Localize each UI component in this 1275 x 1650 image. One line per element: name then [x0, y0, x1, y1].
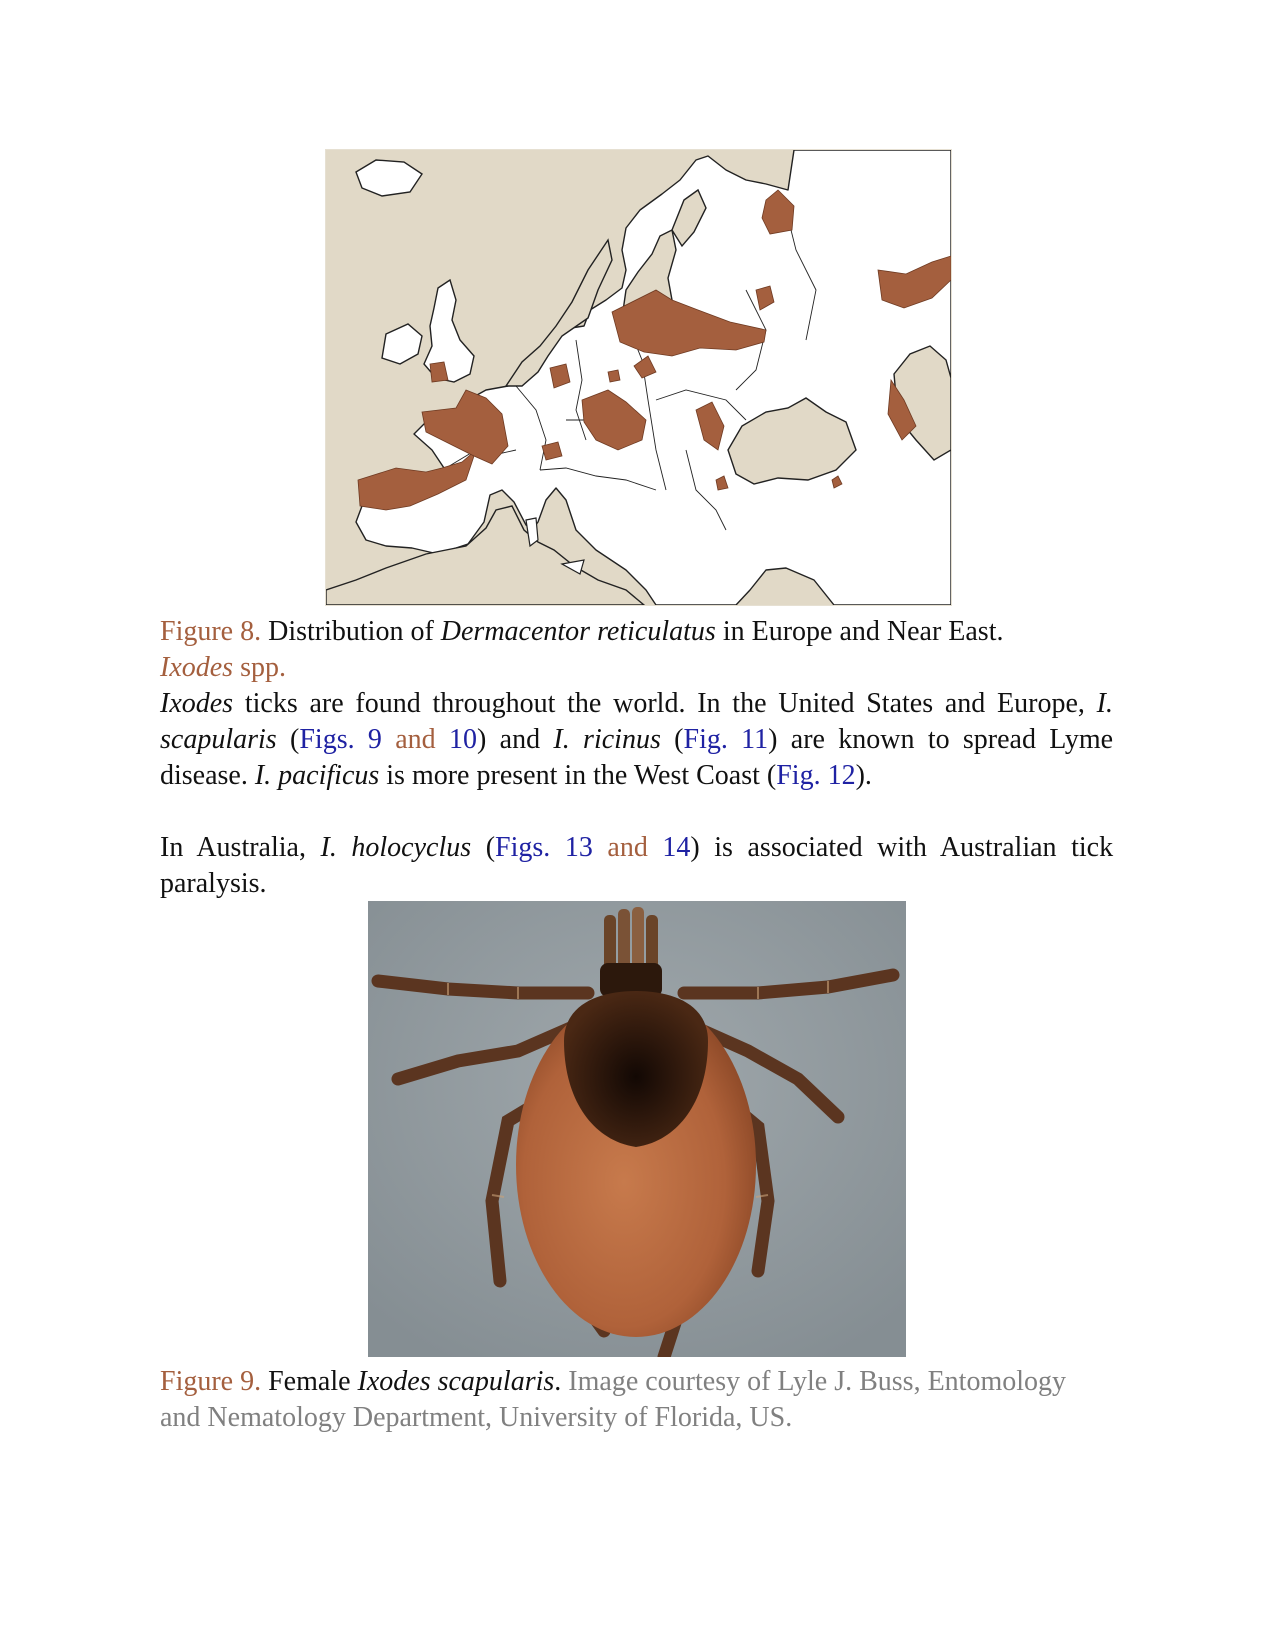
para1-text-3: is more present in the West Coast (	[386, 760, 777, 791]
link-figs-13[interactable]: Figs. 13	[495, 832, 593, 863]
paragraph-ixodes-world	[160, 686, 1113, 794]
figure-8-species: Dermacentor reticulatus	[440, 616, 716, 647]
para1-paren-open-2: (	[674, 724, 684, 755]
section-heading	[160, 650, 1113, 686]
link-fig-11[interactable]: Fig. 11	[683, 724, 769, 755]
tick-photo	[368, 901, 906, 1357]
para1-paren-open-1: (	[290, 724, 300, 755]
figure-9-pre: Female	[268, 1366, 351, 1397]
para1-text-1: ticks are found throughout the world. In the United States and Europe,	[244, 688, 1085, 719]
link-fig-14[interactable]: 14	[662, 832, 691, 863]
area-small-1	[608, 370, 620, 382]
para1-text-4: ).	[855, 760, 872, 791]
figure-9-label: Figure 9.	[160, 1366, 262, 1397]
para1-species-ricinus: I. ricinus	[553, 724, 661, 755]
link-fig-10[interactable]: 10	[449, 724, 478, 755]
figure-8-caption	[160, 614, 1113, 650]
para2-and: and	[607, 832, 648, 863]
figure-8-label: Figure 8.	[160, 616, 262, 647]
paragraph-australia	[160, 830, 1113, 902]
para1-genus: Ixodes	[160, 688, 234, 719]
para2-text-2: ) is associated with Australian tick paralysis.	[160, 832, 1114, 899]
figure-9-species: Ixodes scapularis	[357, 1366, 555, 1397]
para1-text-2: ) are known to spread Lyme disease.	[160, 724, 1114, 791]
para1-and-1: and	[395, 724, 436, 755]
distribution-map	[325, 149, 952, 606]
para1-paren-close-1: ) and	[477, 724, 541, 755]
section-suffix: spp.	[240, 652, 286, 683]
para2-species-holocyclus: I. holocyclus	[320, 832, 472, 863]
link-figs-9[interactable]: Figs. 9	[299, 724, 382, 755]
figure-8-caption-post: in Europe and Near East.	[722, 616, 1004, 647]
para2-paren-open: (	[485, 832, 496, 863]
para1-species-scapularis: I. scapularis	[160, 688, 1113, 755]
figure-9-period: .	[554, 1366, 562, 1397]
figure-9-caption	[160, 1364, 1113, 1436]
europe-map-svg	[326, 150, 951, 605]
section-genus: Ixodes	[160, 652, 234, 683]
figure-9-credit: Image courtesy of Lyle J. Buss, Entomology and Nematology Department, University of Florida, US.	[160, 1366, 1067, 1433]
link-fig-12[interactable]: Fig. 12	[776, 760, 856, 791]
para2-text-1: In Australia,	[160, 832, 306, 863]
para1-species-pacificus: I. pacificus	[254, 760, 380, 791]
tick-illustration-svg	[368, 901, 906, 1357]
figure-8-caption-pre: Distribution of	[268, 616, 434, 647]
